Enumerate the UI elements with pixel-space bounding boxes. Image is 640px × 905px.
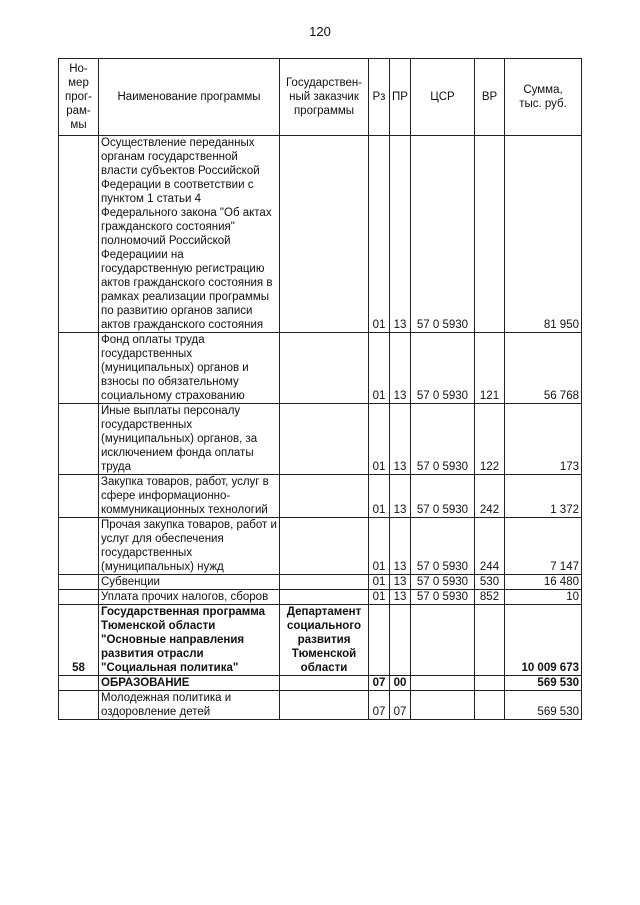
cell-vr: 242	[475, 475, 505, 518]
cell-rz	[369, 605, 390, 676]
cell-customer	[280, 590, 369, 605]
cell-customer	[280, 333, 369, 404]
cell-vr: 244	[475, 518, 505, 575]
cell-csr	[411, 691, 475, 720]
table-row	[59, 575, 582, 590]
cell-sum: 56 768	[505, 333, 582, 404]
table-row	[59, 676, 582, 691]
header-program-name: Наименование программы	[99, 59, 280, 136]
table-row	[59, 691, 582, 720]
cell-program-number	[59, 676, 99, 691]
cell-pr: 13	[390, 475, 411, 518]
cell-csr: 57 0 5930	[411, 590, 475, 605]
page-number: 120	[309, 24, 331, 39]
cell-pr	[390, 605, 411, 676]
cell-program-name: Субвенции	[99, 575, 280, 590]
cell-program-number	[59, 590, 99, 605]
cell-csr: 57 0 5930	[411, 518, 475, 575]
cell-program-name: Прочая закупка товаров, работ и услуг для обеспечения государственных (муниципальных) нужд	[99, 518, 280, 575]
cell-csr	[411, 605, 475, 676]
cell-program-number	[59, 136, 99, 333]
cell-program-number	[59, 575, 99, 590]
cell-customer	[280, 136, 369, 333]
cell-pr: 13	[390, 136, 411, 333]
cell-customer	[280, 475, 369, 518]
cell-vr: 122	[475, 404, 505, 475]
cell-csr: 57 0 5930	[411, 575, 475, 590]
header-csr: ЦСР	[411, 59, 475, 136]
cell-vr	[475, 676, 505, 691]
header-sum: Сумма, тыс. руб.	[505, 59, 582, 136]
cell-sum: 81 950	[505, 136, 582, 333]
cell-csr: 57 0 5930	[411, 333, 475, 404]
cell-program-name: Фонд оплаты труда государственных (муниципальных) органов и взносы по обязательному социальному страхованию	[99, 333, 280, 404]
cell-csr: 57 0 5930	[411, 475, 475, 518]
header-vr: ВР	[475, 59, 505, 136]
cell-vr: 121	[475, 333, 505, 404]
cell-rz: 01	[369, 518, 390, 575]
cell-vr: 852	[475, 590, 505, 605]
cell-vr	[475, 691, 505, 720]
cell-rz: 01	[369, 590, 390, 605]
cell-sum: 569 530	[505, 691, 582, 720]
cell-customer	[280, 404, 369, 475]
header-customer: Государствен- ный заказчик программы	[280, 59, 369, 136]
cell-rz: 01	[369, 136, 390, 333]
cell-customer	[280, 575, 369, 590]
cell-program-number	[59, 518, 99, 575]
cell-pr: 13	[390, 333, 411, 404]
cell-sum: 7 147	[505, 518, 582, 575]
cell-program-name: Закупка товаров, работ, услуг в сфере информационно-коммуникационных технологий	[99, 475, 280, 518]
cell-pr: 00	[390, 676, 411, 691]
cell-customer: Департамент социального развития Тюменской области	[280, 605, 369, 676]
cell-vr	[475, 136, 505, 333]
cell-program-name: Государственная программа Тюменской области "Основные направления развития отрасли "Социальная политика"	[99, 605, 280, 676]
table-row	[59, 590, 582, 605]
table-body	[59, 136, 582, 720]
cell-pr: 13	[390, 590, 411, 605]
table-row	[59, 333, 582, 404]
table-row	[59, 475, 582, 518]
table-row	[59, 605, 582, 676]
cell-pr: 13	[390, 575, 411, 590]
cell-program-name: ОБРАЗОВАНИЕ	[99, 676, 280, 691]
cell-vr	[475, 605, 505, 676]
cell-customer	[280, 518, 369, 575]
header-pr: ПР	[390, 59, 411, 136]
cell-program-number: 58	[59, 605, 99, 676]
cell-sum: 1 372	[505, 475, 582, 518]
cell-program-number	[59, 333, 99, 404]
cell-pr: 07	[390, 691, 411, 720]
cell-csr: 57 0 5930	[411, 136, 475, 333]
cell-csr	[411, 676, 475, 691]
cell-sum: 173	[505, 404, 582, 475]
cell-sum: 16 480	[505, 575, 582, 590]
cell-vr: 530	[475, 575, 505, 590]
cell-csr: 57 0 5930	[411, 404, 475, 475]
cell-program-number	[59, 691, 99, 720]
cell-customer	[280, 691, 369, 720]
header-program-number: Но- мер прог- рам- мы	[59, 59, 99, 136]
cell-rz: 01	[369, 475, 390, 518]
cell-rz: 01	[369, 575, 390, 590]
cell-program-name: Молодежная политика и оздоровление детей	[99, 691, 280, 720]
table-row	[59, 136, 582, 333]
cell-rz: 01	[369, 333, 390, 404]
cell-sum: 10 009 673	[505, 605, 582, 676]
cell-pr: 13	[390, 518, 411, 575]
cell-sum: 569 530	[505, 676, 582, 691]
cell-pr: 13	[390, 404, 411, 475]
cell-program-name: Осуществление переданных органам государственной власти субъектов Российской Федерации в соответствии с пунктом 1 статьи 4 Федерального закона "Об актах гражданского состояния" полномочий Российской Федерациии на государственную регистрацию актов гражданского состояния в рамках реализации программы по развитию органов записи актов гражданского состояния	[99, 136, 280, 333]
cell-rz: 07	[369, 676, 390, 691]
table-row	[59, 404, 582, 475]
cell-program-name: Иные выплаты персоналу государственных (муниципальных) органов, за исключением фонда оплаты труда	[99, 404, 280, 475]
cell-rz: 07	[369, 691, 390, 720]
header-rz: Рз	[369, 59, 390, 136]
cell-program-name: Уплата прочих налогов, сборов	[99, 590, 280, 605]
cell-program-number	[59, 475, 99, 518]
table-row	[59, 518, 582, 575]
cell-sum: 10	[505, 590, 582, 605]
cell-rz: 01	[369, 404, 390, 475]
table-header-row	[59, 59, 582, 136]
cell-program-number	[59, 404, 99, 475]
budget-table	[58, 58, 582, 720]
cell-customer	[280, 676, 369, 691]
